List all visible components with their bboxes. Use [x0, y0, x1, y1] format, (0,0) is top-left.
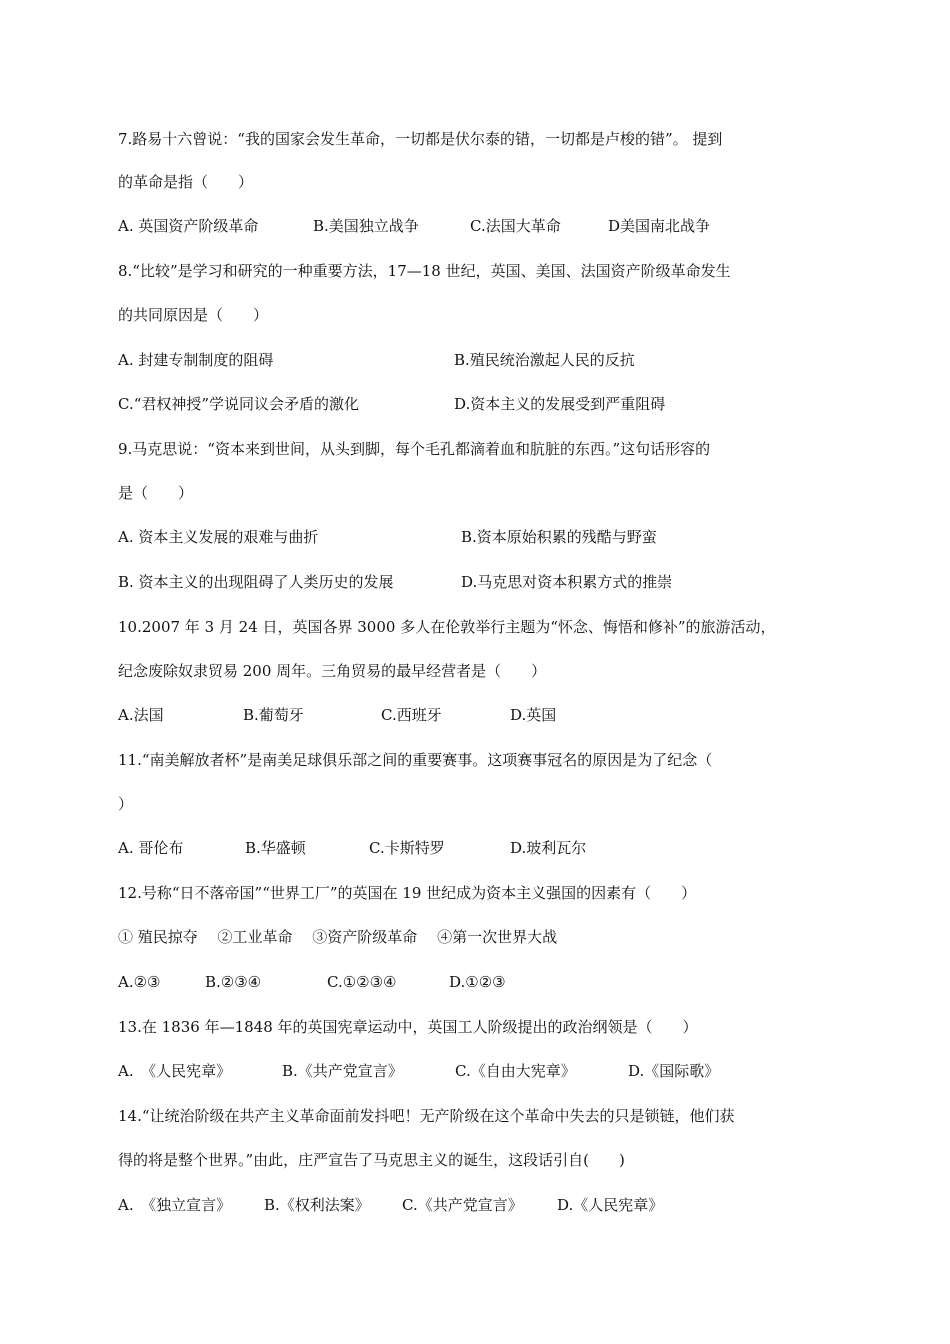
q11-option-d: D.玻利瓦尔 — [510, 839, 587, 857]
q13-stem-line1: 13.在 1836 年—1848 年的英国宪章运动中，英国工人阶级提出的政治纲领是（ ） — [118, 1018, 698, 1036]
q13-option-b: B.《共产党宣言》 — [282, 1062, 403, 1080]
q10-option-d: D.英国 — [510, 706, 557, 724]
q11-option-c: C.卡斯特罗 — [369, 839, 445, 857]
q14-option-d: D.《人民宪章》 — [557, 1196, 664, 1214]
q9-option-a: A. 资本主义发展的艰难与曲折 — [118, 528, 319, 546]
q9-option-c: B. 资本主义的出现阻碍了人类历史的发展 — [118, 573, 394, 591]
q9-option-b: B.资本原始积累的残酷与野蛮 — [461, 528, 657, 546]
q10-option-b: B.葡萄牙 — [243, 706, 304, 724]
q9-stem-line2: 是（ ） — [118, 484, 194, 502]
q13-option-d: D.《国际歌》 — [628, 1062, 720, 1080]
q7-option-d: D美国南北战争 — [608, 217, 711, 235]
q11-stem-line2: ） — [118, 795, 134, 813]
q7-option-b: B.美国独立战争 — [313, 217, 419, 235]
q8-stem-line2: 的共同原因是（ ） — [118, 306, 269, 324]
q13-option-a: A. 《人民宪章》 — [118, 1062, 232, 1080]
q14-option-a: A. 《独立宣言》 — [118, 1196, 232, 1214]
q7-stem-line2: 的革命是指（ ） — [118, 173, 254, 191]
q13-option-c: C.《自由大宪章》 — [455, 1062, 576, 1080]
q10-stem-line1: 10.2007 年 3 月 24 日，英国各界 3000 多人在伦敦举行主题为“怀念、悔悟和修补”的旅游活动， — [118, 618, 776, 636]
q14-stem-line1: 14.“让统治阶级在共产主义革命面前发抖吧！无产阶级在这个革命中失去的只是锁链，他们获 — [118, 1107, 735, 1125]
q14-option-c: C.《共产党宣言》 — [402, 1196, 523, 1214]
q14-option-b: B.《权利法案》 — [264, 1196, 370, 1214]
q12-option-c: C.①②③④ — [327, 973, 397, 991]
q7-option-c: C.法国大革命 — [470, 217, 561, 235]
q11-option-b: B.华盛顿 — [245, 839, 306, 857]
q8-option-a: A. 封建专制制度的阻碍 — [118, 351, 274, 369]
q12-stem-line1: 12.号称“日不落帝国”“世界工厂”的英国在 19 世纪成为资本主义强国的因素有（ ） — [118, 884, 697, 902]
q12-stem-line2: ① 殖民掠夺 ②工业革命 ③资产阶级革命 ④第一次世界大战 — [118, 928, 558, 946]
q9-stem-line1: 9.马克思说：“资本来到世间，从头到脚，每个毛孔都滴着血和肮脏的东西。”这句话形容的 — [118, 440, 711, 458]
q8-option-c: C.“君权神授”学说同议会矛盾的激化 — [118, 395, 360, 413]
q9-option-d: D.马克思对资本积累方式的推崇 — [461, 573, 673, 591]
q11-stem-line1: 11.“南美解放者杯”是南美足球俱乐部之间的重要赛事。这项赛事冠名的原因是为了纪念（ — [118, 751, 713, 769]
q10-option-a: A.法国 — [118, 706, 164, 724]
q12-option-b: B.②③④ — [205, 973, 262, 991]
q8-option-b: B.殖民统治激起人民的反抗 — [454, 351, 635, 369]
q11-option-a: A. 哥伦布 — [118, 839, 184, 857]
q7-stem-line1: 7.路易十六曾说：“我的国家会发生革命，一切都是伏尔泰的错，一切都是卢梭的错”。 提到 — [118, 130, 723, 148]
q7-option-a: A. 英国资产阶级革命 — [118, 217, 259, 235]
q8-option-d: D.资本主义的发展受到严重阻碍 — [454, 395, 666, 413]
q10-option-c: C.西班牙 — [381, 706, 442, 724]
q10-stem-line2: 纪念废除奴隶贸易 200 周年。三角贸易的最早经营者是（ ） — [118, 662, 547, 680]
q14-stem-line2: 得的将是整个世界。”由此，庄严宣告了马克思主义的诞生，这段话引自( ) — [118, 1151, 625, 1169]
q12-option-a: A.②③ — [118, 973, 161, 991]
q12-option-d: D.①②③ — [449, 973, 506, 991]
q8-stem-line1: 8.“比较”是学习和研究的一种重要方法，17—18 世纪，英国、美国、法国资产阶级革命发生 — [118, 262, 731, 280]
